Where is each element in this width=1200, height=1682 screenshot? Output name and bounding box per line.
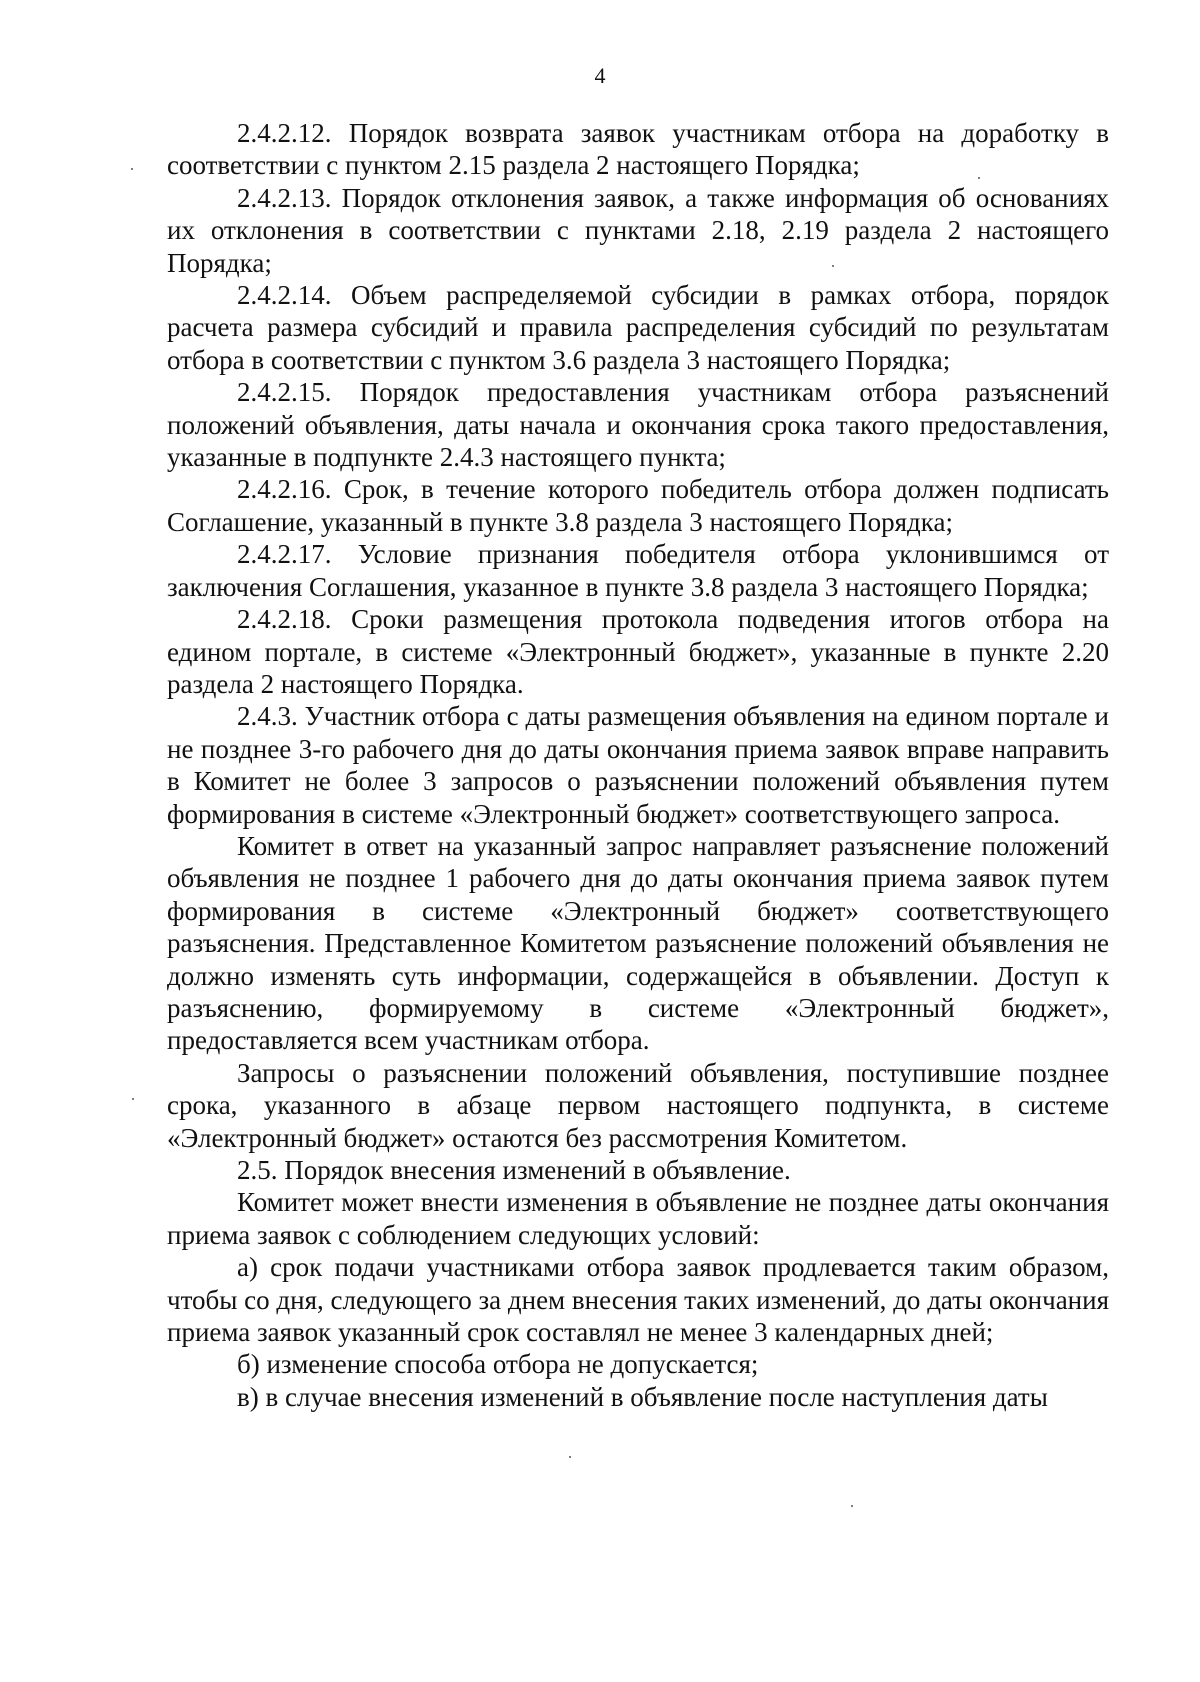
scan-speck <box>851 1505 853 1507</box>
list-item-a: а) срок подачи участниками отбора заявок продлевается таким образом, чтобы со дня, следующего за днем внесения таких изменений, до даты окончания приема заявок указанный срок составлял не менее 3 календарных дней; <box>167 1252 1109 1348</box>
scan-speck <box>978 177 980 179</box>
scan-speck <box>131 168 133 170</box>
document-body <box>167 117 1109 1413</box>
list-item-v: в) в случае внесения изменений в объявление после наступления даты <box>237 1381 1048 1412</box>
page-number: 4 <box>594 63 606 88</box>
scan-speck <box>132 1098 134 1100</box>
scan-speck <box>569 1456 571 1458</box>
paragraph-2-4-2-13: 2.4.2.13. Порядок отклонения заявок, а также информация об основаниях их отклонения в соответствии с пунктами 2.18, 2.19 раздела 2 настоящего Порядка; <box>167 182 1109 278</box>
paragraph-committee-response: Комитет в ответ на указанный запрос направляет разъяснение положений объявления не позднее 1 рабочего дня до даты окончания приема заявок путем формирования в системе «Электронный бюджет» соответствующего разъяснения. Представленное Комитетом разъяснение положений объявления не должно изменять суть информации, содержащейся в объявлении. Доступ к разъяснению, формируемому в системе «Электронный бюджет», предоставляется всем участникам отбора. <box>167 830 1109 1056</box>
paragraph-2-4-2-15: 2.4.2.15. Порядок предоставления участникам отбора разъяснений положений объявления, даты начала и окончания срока такого предоставления, указанные в подпункте 2.4.3 настоящего пункта; <box>167 377 1109 473</box>
paragraph-2-4-2-14: 2.4.2.14. Объем распределяемой субсидии в рамках отбора, порядок расчета размера субсидий и правила распределения субсидий по результатам отбора в соответствии с пунктом 3.6 раздела 3 настоящего Порядка; <box>167 280 1109 375</box>
paragraph-2-4-2-12: 2.4.2.12. Порядок возврата заявок участникам отбора на доработку в соответствии с пунктом 2.15 раздела 2 настоящего Порядка; <box>167 118 1109 181</box>
list-item-b: б) изменение способа отбора не допускается; <box>237 1349 759 1380</box>
paragraph-2-5-heading: 2.5. Порядок внесения изменений в объявление. <box>237 1155 791 1185</box>
paragraph-late-requests: Запросы о разъяснении положений объявления, поступившие позднее срока, указанного в абзаце первом настоящего подпункта, в системе «Электронный бюджет» остаются без рассмотрения Комитетом. <box>167 1057 1109 1153</box>
paragraph-2-4-2-18: 2.4.2.18. Сроки размещения протокола подведения итогов отбора на едином портале, в системе «Электронный бюджет», указанные в пункте 2.20 раздела 2 настоящего Порядка. <box>167 604 1109 699</box>
paragraph-2-4-2-17: 2.4.2.17. Условие признания победителя отбора уклонившимся от заключения Соглашения, указанное в пункте 3.8 раздела 3 настоящего Порядка; <box>167 539 1109 602</box>
scan-speck <box>832 265 834 267</box>
paragraph-2-4-2-16: 2.4.2.16. Срок, в течение которого победитель отбора должен подписать Соглашение, указанный в пункте 3.8 раздела 3 настоящего Порядка; <box>167 474 1109 537</box>
paragraph-2-4-3: 2.4.3. Участник отбора с даты размещения объявления на едином портале и не позднее 3-го рабочего дня до даты окончания приема заявок вправе направить в Комитет не более 3 запросов о разъяснении положений объявления путем формирования в системе «Электронный бюджет» соответствующего запроса. <box>167 701 1109 829</box>
paragraph-amendment-conditions: Комитет может внести изменения в объявление не позднее даты окончания приема заявок с соблюдением следующих условий: <box>167 1187 1109 1250</box>
